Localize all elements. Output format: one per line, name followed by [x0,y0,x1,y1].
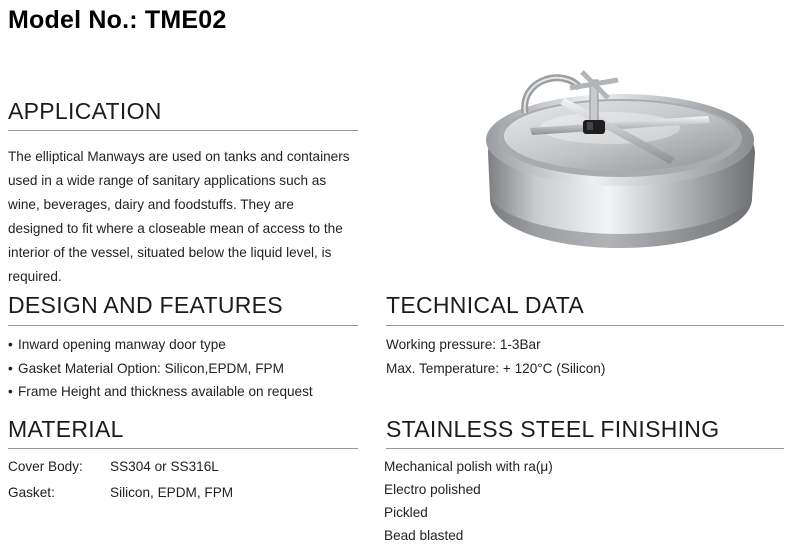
finishing-heading: STAINLESS STEEL FINISHING [386,416,720,442]
technical-heading: TECHNICAL DATA [386,292,585,318]
list-item: Electro polished [384,482,481,497]
application-paragraph [8,145,368,289]
material-table [8,454,368,506]
application-line: wine, beverages, dairy and foodstuffs. They are [8,197,294,212]
list-item: Mechanical polish with ra(μ) [384,459,553,474]
bullet-icon: • [8,384,13,399]
material-heading: MATERIAL [8,416,124,442]
technical-data-list [386,333,786,380]
material-key: Gasket: [8,485,55,500]
material-key: Cover Body: [8,459,83,474]
list-item: Bead blasted [384,528,464,543]
application-line: required. [8,269,62,284]
bullet-icon: • [8,337,13,352]
bullet-icon: • [8,360,13,376]
finishing-rule [386,448,784,449]
material-rule [8,448,358,449]
application-line: designed to fit where a closeable mean of access to the [8,221,343,236]
application-line: The elliptical Manways are used on tanks and containers [8,149,350,164]
finishing-list [384,455,784,547]
application-line: used in a wide range of sanitary applications such as [8,173,327,188]
elliptical-manway-icon [470,58,770,258]
design-heading: DESIGN AND FEATURES [8,292,283,318]
application-heading: APPLICATION [8,98,162,124]
list-item: Working pressure: 1-3Bar [386,337,541,352]
list-item: • Frame Height and thickness available on request [8,380,368,404]
list-item: Max. Temperature: + 120°C (Silicon) [386,360,606,376]
technical-rule [386,325,784,326]
material-value: SS304 or SS316L [110,459,219,474]
list-item: • Gasket Material Option: Silicon,EPDM, FPM [8,357,368,381]
design-features-list [8,333,368,404]
model-title: Model No.: TME02 [8,6,227,34]
application-line: interior of the vessel, situated below the liquid level, is [8,245,332,260]
material-row [8,454,368,480]
application-rule [8,130,358,131]
design-rule [8,325,358,326]
list-item: • Inward opening manway door type [8,333,368,357]
material-row [8,480,368,506]
material-value: Silicon, EPDM, FPM [110,485,234,500]
list-item: Pickled [384,505,428,520]
